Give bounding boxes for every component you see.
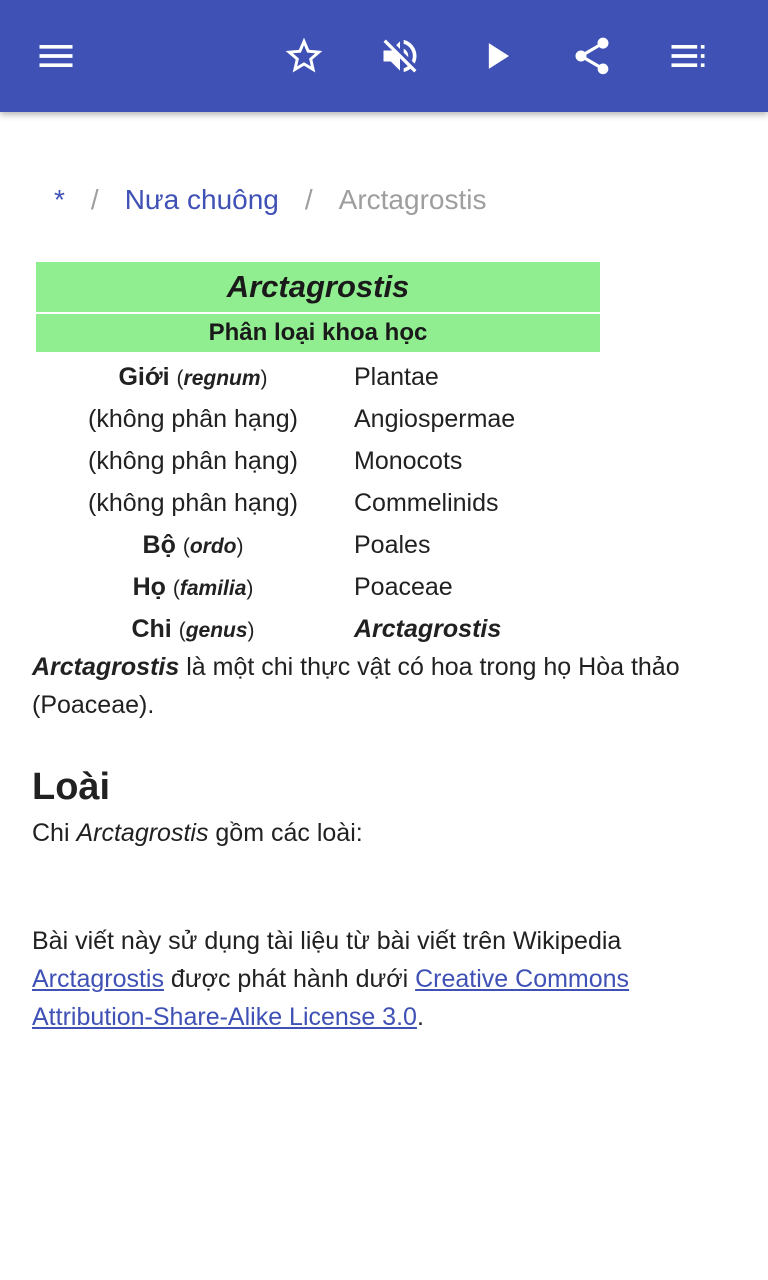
taxobox-row: Chi (genus) Arctagrostis [34,608,602,650]
rank-name: Bộ [142,530,176,559]
species-name: Arctagrostis [76,819,209,847]
volume-off-icon [378,34,422,78]
rank-name: Chi [131,614,172,643]
section-heading: Loài [32,766,111,808]
rank-name: (không phân hạng) [88,404,298,433]
rank-value[interactable]: Monocots [354,446,463,475]
breadcrumb-separator: / [304,184,313,215]
rank-latin: familia [179,576,247,600]
rank-latin: regnum [183,366,261,390]
intro-text: là một chi thực vật có hoa trong họ Hòa thảo (Poaceae). [32,653,680,719]
menu-button[interactable] [24,24,88,88]
rank-name: Giới [118,362,170,391]
species-paragraph [32,814,732,852]
share-icon [570,34,614,78]
breadcrumb-current: Arctagrostis [338,184,487,215]
rank-value[interactable]: Poaceae [354,572,453,601]
menu-icon [34,34,78,78]
breadcrumb-parent[interactable]: Nưa chuông [124,184,279,215]
rank-latin: ordo [189,534,237,558]
intro-paragraph [32,648,732,724]
attribution-text: Bài viết này sử dụng tài liệu từ bài viết trên Wikipedia [32,927,622,955]
contents-button[interactable] [656,24,720,88]
favorite-button[interactable] [272,24,336,88]
species-prefix: Chi [32,819,77,847]
attribution-paragraph [32,922,732,1036]
taxobox-row [34,398,602,440]
share-button[interactable] [560,24,624,88]
star-outline-icon [282,34,326,78]
rank-name: (không phân hạng) [88,488,298,517]
species-suffix: gồm các loài: [208,819,363,847]
app-bar [0,0,768,112]
taxobox-row [34,482,602,524]
taxobox-subtitle: Phân loại khoa học [36,314,600,352]
breadcrumb-separator: / [90,184,99,215]
breadcrumb [54,180,486,220]
mute-button[interactable] [368,24,432,88]
taxobox-row: Họ (familia) Poaceae [34,566,602,608]
attribution-text: . [416,1003,424,1031]
rank-value[interactable]: Plantae [354,362,439,391]
rank-value[interactable]: Commelinids [354,488,499,517]
play-icon [476,34,520,78]
playlist-icon [666,34,710,78]
rank-name: Họ [132,572,166,601]
rank-value: Arctagrostis [354,614,502,643]
attribution-text: được phát hành dưới [163,965,416,993]
rank-latin: genus [185,618,248,642]
play-button[interactable] [466,24,530,88]
wikipedia-article-link[interactable]: Arctagrostis [32,965,164,993]
rank-value[interactable]: Angiospermae [354,404,516,433]
taxobox-row: Bộ (ordo) Poales [34,524,602,566]
intro-name: Arctagrostis [32,653,180,681]
taxobox [34,260,602,650]
license-link[interactable]: Creative Commons Attribution-Share-Alike License 3.0 [32,965,630,1031]
breadcrumb-home[interactable]: * [54,184,65,215]
rank-name: (không phân hạng) [88,446,298,475]
rank-value[interactable]: Poales [354,530,431,559]
taxobox-row: Giới (regnum) Plantae [34,356,602,398]
taxobox-row [34,440,602,482]
taxobox-title: Arctagrostis [36,262,600,312]
